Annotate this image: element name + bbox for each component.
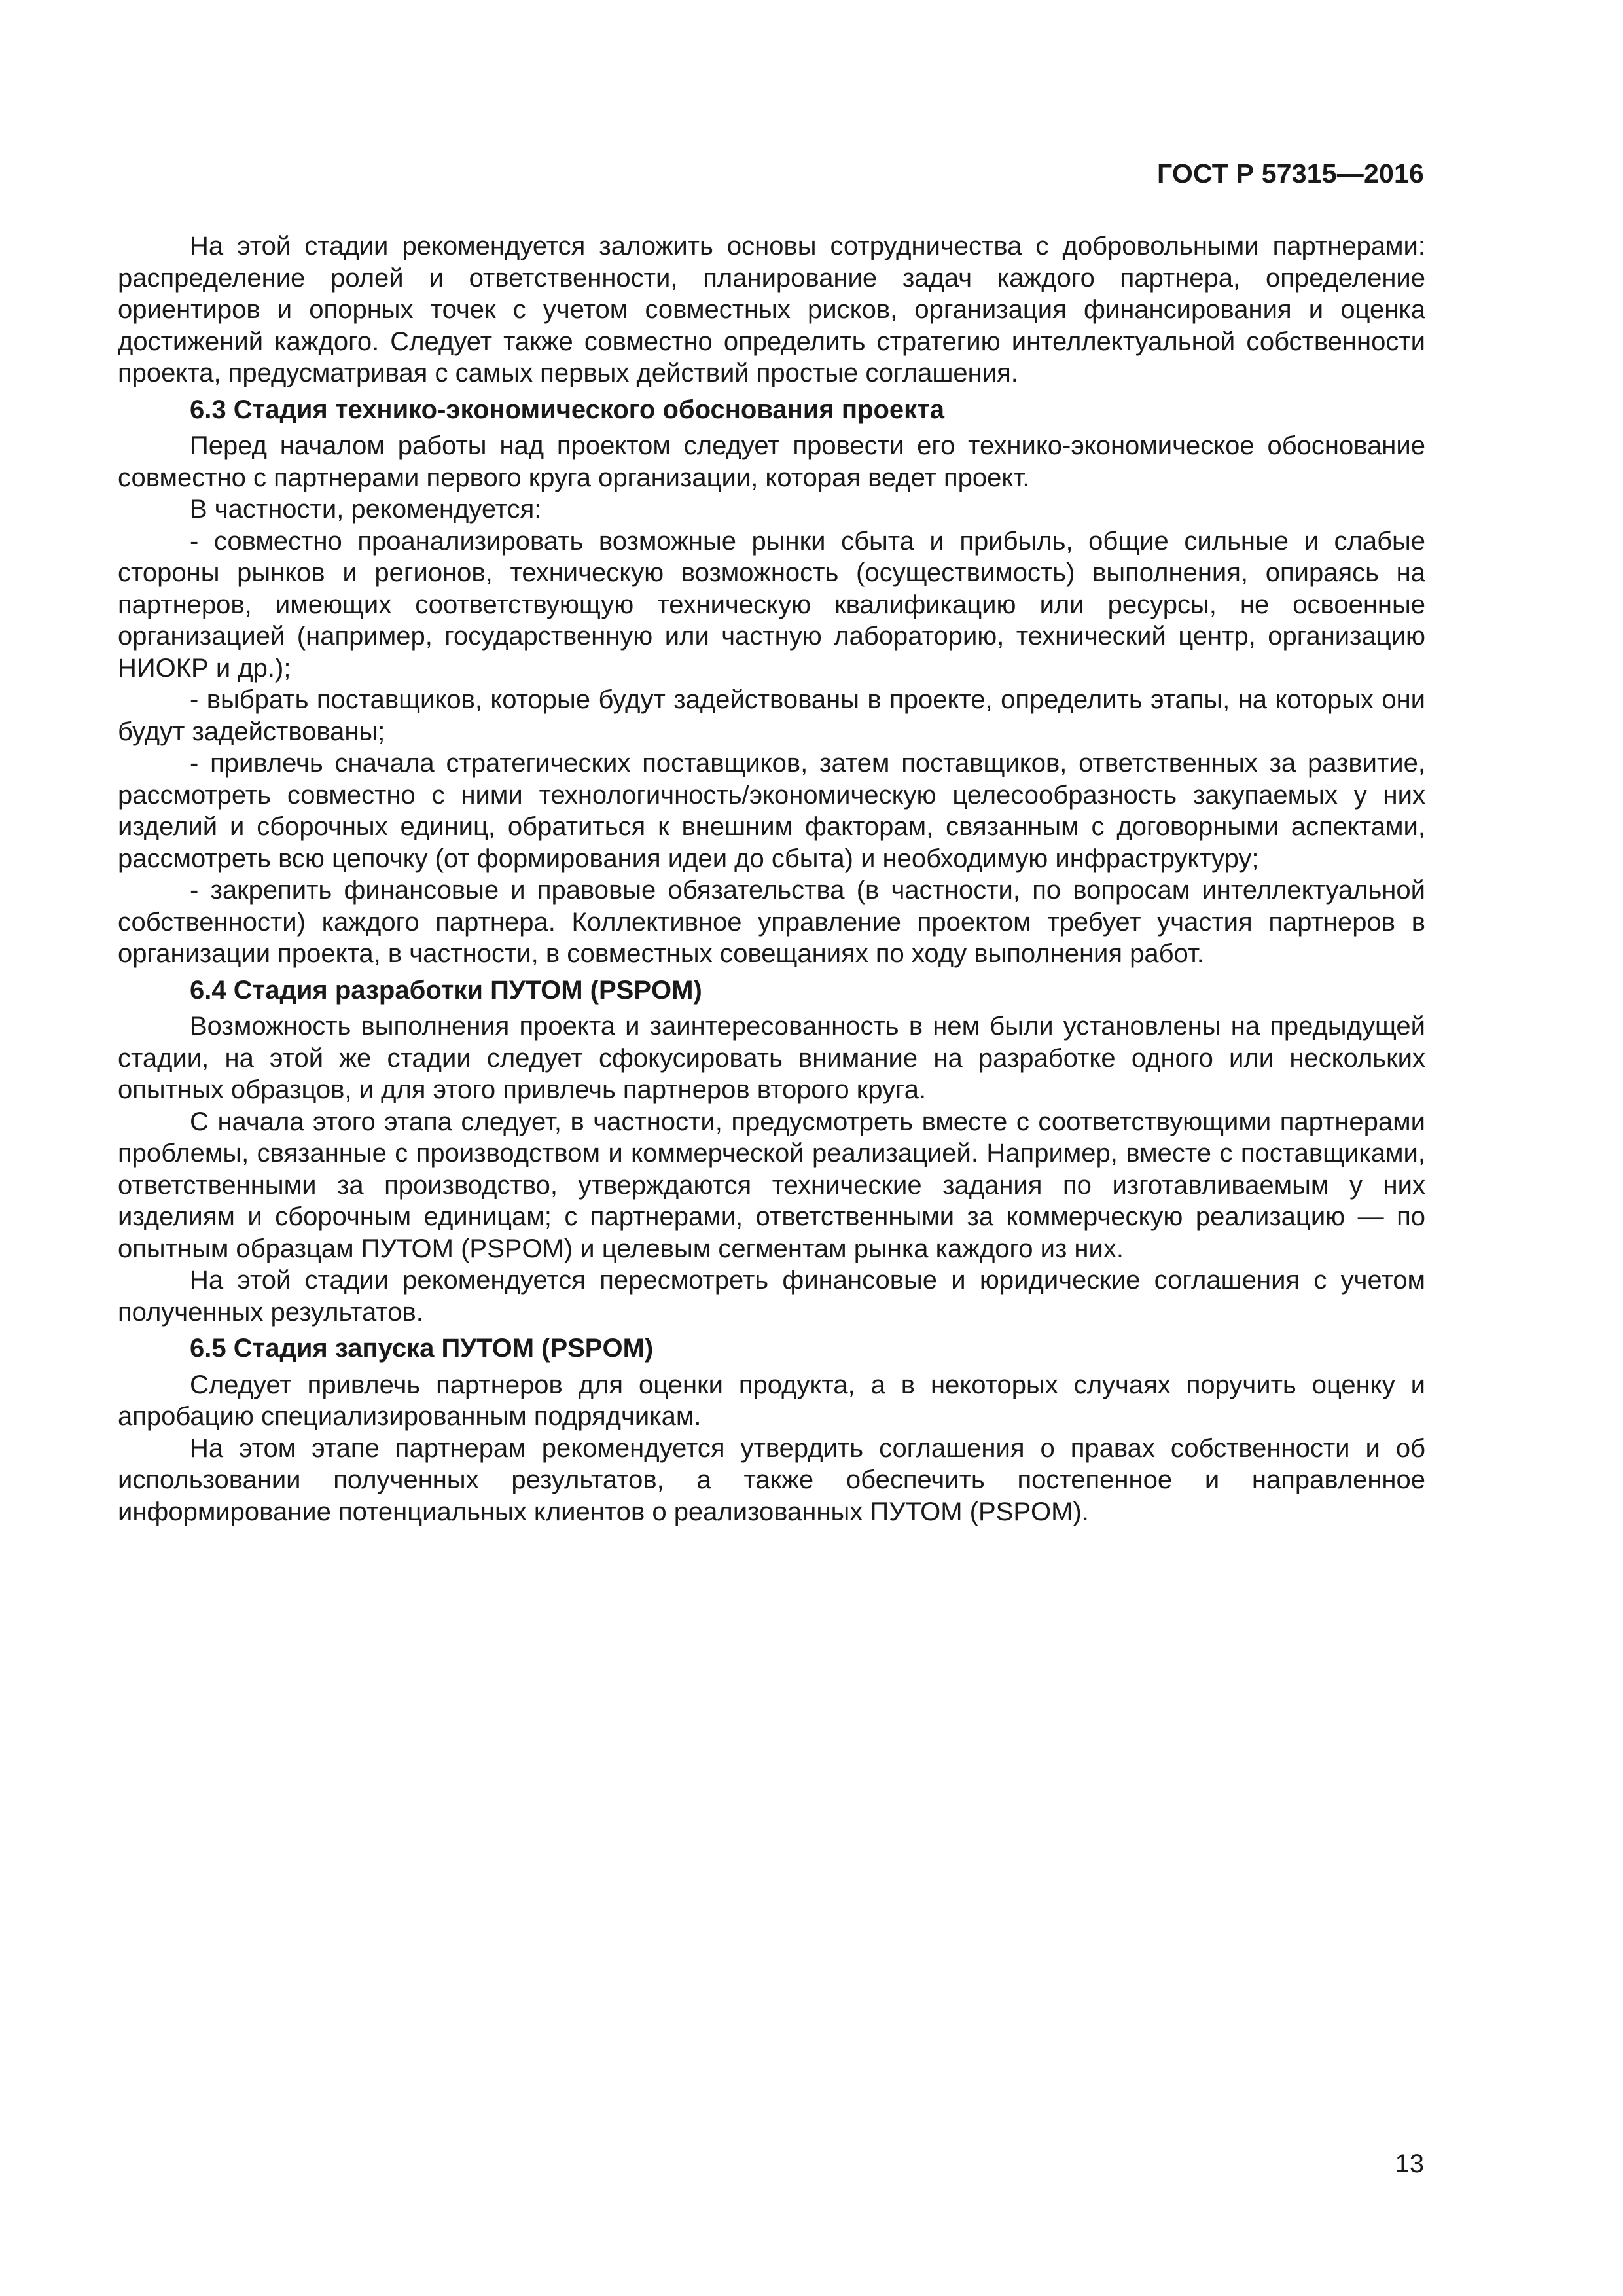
section-6-3-list-item-4: - закрепить финансовые и правовые обязательства (в частности, по вопросам интеллектуальной собственности) каждого партнера. Коллективное управление проектом требует участия партнеров в организации проекта, в частности, в совместных совещаниях по ходу выполнения работ. (118, 876, 1425, 968)
section-6-3-list-item-2: - выбрать поставщиков, которые будут задействованы в проекте, определить этапы, на которых они будут задействованы; (118, 685, 1425, 746)
section-6-3-paragraph-1: Перед началом работы над проектом следует провести его технико-экономическое обоснование совместно с партнерами первого круга организации, которая ведет проект. (118, 431, 1425, 492)
document-code: ГОСТ Р 57315—2016 (1157, 158, 1424, 188)
document-body (118, 230, 1425, 1528)
section-6-3-heading: 6.3 Стадия технико-экономического обоснования проекта (190, 395, 945, 424)
section-6-4-paragraph-2: С начала этого этапа следует, в частности, предусмотреть вместе с соответствующими партнерами проблемы, связанные с производством и коммерческой реализацией. Например, вместе с поставщиками, ответственными за производство, утверждаются технические задания по изготавливаемым у них изделиям и сборочным единицам; с партнерами, ответственными за коммерческую реализацию — по опытным образцам ПУТОМ (PSPOM) и целевым сегментам рынка каждого из них. (118, 1107, 1425, 1263)
intro-paragraph: На этой стадии рекомендуется заложить основы сотрудничества с добровольными партнерами: распределение ролей и ответственности, планирование задач каждого партнера, определение ориентиров и опорных точек с учетом совместных рисков, организация финансирования и оценка достижений каждого. Следует также совместно определить стратегию интеллектуальной собственности проекта, предусматривая с самых первых действий простые соглашения. (118, 232, 1425, 387)
section-6-3-list-item-1: - совместно проанализировать возможные рынки сбыта и прибыль, общие сильные и слабые стороны рынков и регионов, техническую возможность (осуществимость) выполнения, опираясь на партнеров, имеющих соответствующую техническую квалификацию или ресурсы, не освоенные организацией (например, государственную или частную лабораторию, технический центр, организацию НИОКР и др.); (118, 526, 1425, 683)
section-6-4-heading: 6.4 Стадия разработки ПУТОМ (PSPOM) (190, 975, 702, 1005)
section-6-4-paragraph-1: Возможность выполнения проекта и заинтересованность в нем были установлены на предыдущей стадии, на этой же стадии следует сфокусировать внимание на разработке одного или нескольких опытных образцов, и для этого привлечь партнеров второго круга. (118, 1012, 1425, 1104)
page-number: 13 (1395, 2149, 1424, 2178)
section-6-5-paragraph-2: На этом этапе партнерам рекомендуется утвердить соглашения о правах собственности и об использовании полученных результатов, а также обеспечить постепенное и направленное информирование потенциальных клиентов о реализованных ПУТОМ (PSPOM). (118, 1433, 1425, 1526)
section-6-3-paragraph-2: В частности, рекомендуется: (190, 495, 542, 524)
section-6-3-list-item-3: - привлечь сначала стратегических поставщиков, затем поставщиков, ответственных за развитие, рассмотреть совместно с ними технологичность/экономическую целесообразность закупаемых у них изделий и сборочных единиц, обратиться к внешним факторам, связанным с договорными аспектами, рассмотреть всю цепочку (от формирования идеи до сбыта) и необходимую инфраструктуру; (118, 749, 1425, 873)
section-6-4-paragraph-3: На этой стадии рекомендуется пересмотреть финансовые и юридические соглашения с учетом полученных результатов. (118, 1266, 1425, 1327)
section-6-5-paragraph-1: Следует привлечь партнеров для оценки продукта, а в некоторых случаях поручить оценку и апробацию специализированным подрядчикам. (118, 1370, 1425, 1431)
section-6-5-heading: 6.5 Стадия запуска ПУТОМ (PSPOM) (190, 1334, 654, 1363)
